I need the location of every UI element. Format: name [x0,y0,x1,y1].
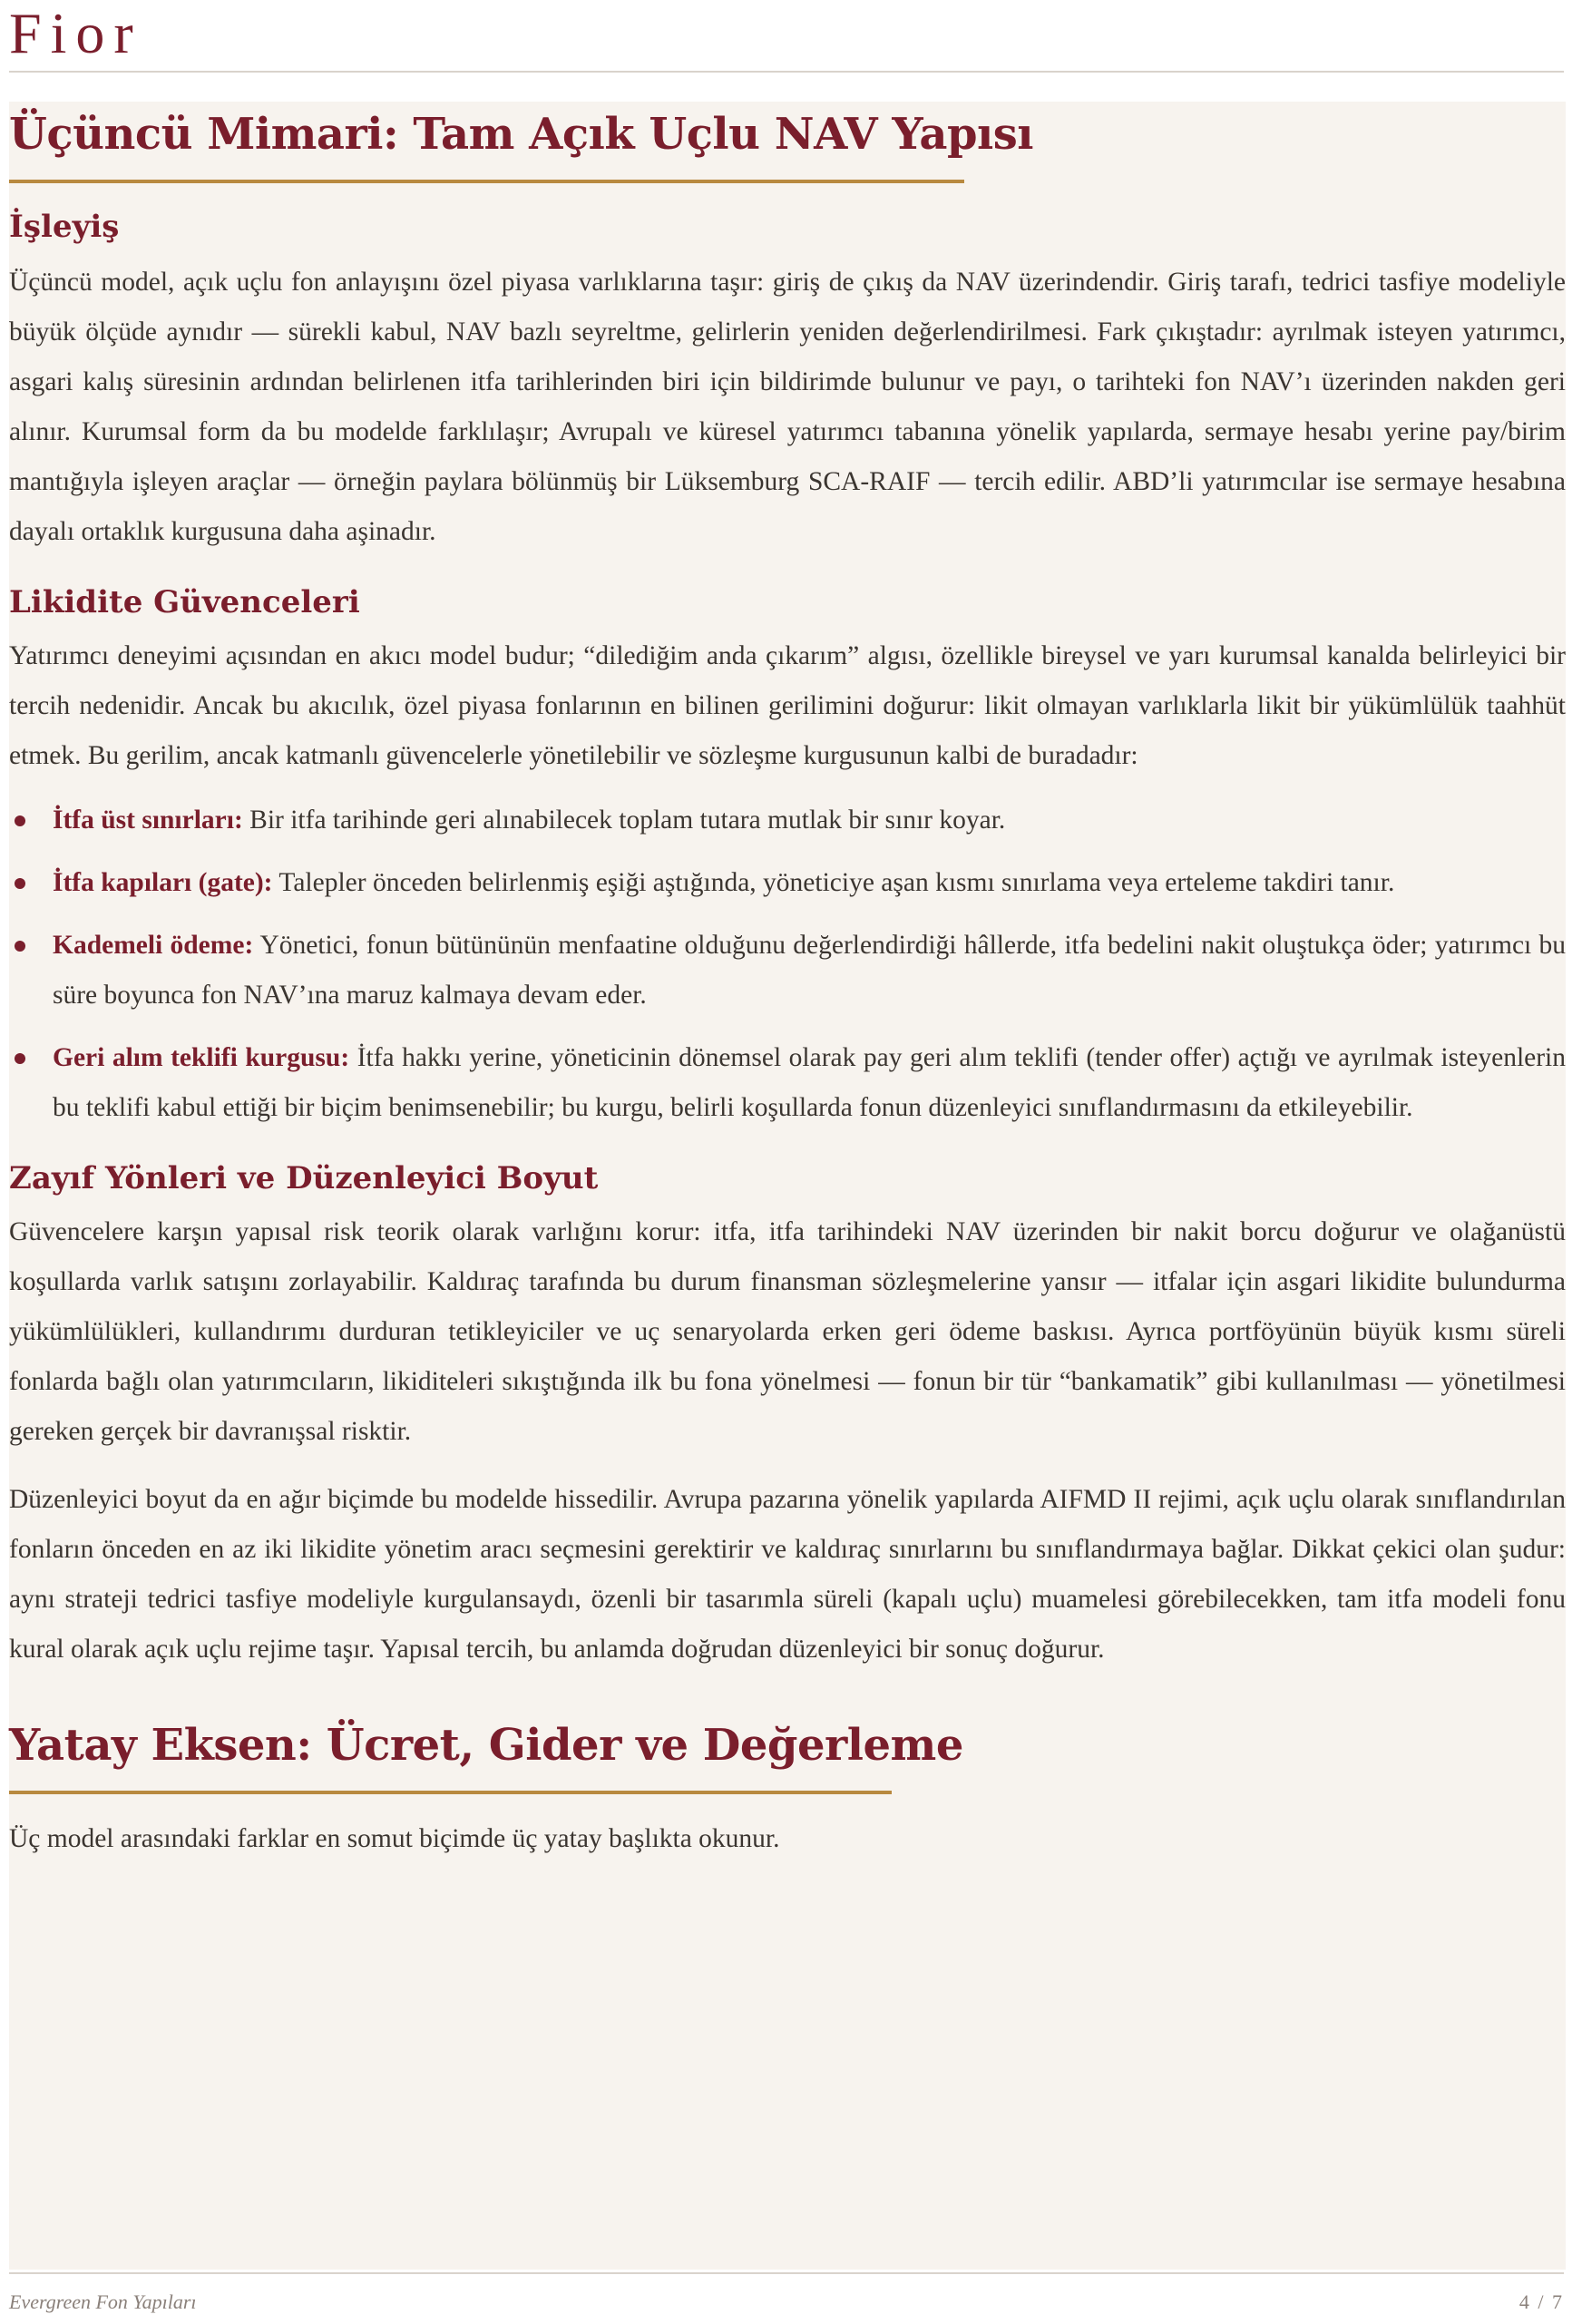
list-item-term: Kademeli ödeme: [53,931,254,960]
list-item-text: Bir itfa tarihinde geri alınabilecek toplam tutara mutlak bir sınır koyar. [249,806,1006,835]
section-title-third-architecture: Üçüncü Mimari: Tam Açık Uçlu NAV Yapısı [9,109,1034,160]
list-item-term: Geri alım teklifi kurgusu: [53,1043,350,1072]
content-area [9,102,1566,2270]
section-title-horizontal-axis: Yatay Eksen: Ücret, Gider ve Değerleme [9,1720,963,1771]
paragraph-likidite: Yatırımcı deneyimi açısından en akıcı model budur; “dilediğim anda çıkarım” algısı, özellikle bireysel ve yarı kurumsal kanalda belirleyici bir tercih nedenidir. Ancak bu akıcılık, özel piyasa fonlarının en bilinen gerilimini doğurur: likit olmayan varlıklarla likit bir yükümlülük taahhüt etmek. Bu gerilim, ancak katmanlı güvencelerle yönetilebilir ve sözleşme kurgusunun kalbi de buradadır: [9,641,1566,770]
heading-zayif-yonler: Zayıf Yönleri ve Düzenleyici Boyut [9,1160,599,1196]
list-item [9,858,1566,908]
bullet-dot-icon [15,941,25,952]
page-header [9,0,1564,73]
paragraph-isleyis: Üçüncü model, açık uçlu fon anlayışını özel piyasa varlıklarına taşır: giriş de çıkış da NAV üzerindendir. Giriş tarafı, tedrici tasfiye modeliyle büyük ölçüde aynıdır — sürekli kabul, NAV bazlı seyreltme, gelirlerin yeniden değerlendirilmesi. Fark çıkıştadır: ayrılmak isteyen yatırımcı, asgari kalış süresinin ardından belirlenen itfa tarihlerinden biri için bildirimde bulunur ve payı, o tarihteki fon NAV’ı üzerinden nakden geri alınır. Kurumsal form da bu modelde farklılaşır; Avrupalı ve küresel yatırımcı tabanına yönelik yapılarda, sermaye hesabı yerine pay/birim mantığıyla işleyen araçlar — örneğin paylara bölünmüş bir Lüksemburg SCA-RAIF — tercih edilir. ABD’li yatırımcılar ise sermaye hesabına dayalı ortaklık kurgusuna daha aşinadır. [9,268,1566,546]
heading-likidite: Likidite Güvenceleri [9,584,360,620]
page-number: 4 / 7 [1519,2290,1564,2313]
list-item-text: Talepler önceden belirlenmiş eşiği aştığında, yöneticiye aşan kısmı sınırlama veya erteleme takdiri tanır. [278,868,1395,897]
list-item [9,796,1566,845]
paragraph-horizontal-axis: Üç model arasındaki farklar en somut biçimde üç yatay başlıkta okunur. [9,1824,780,1853]
list-item [9,921,1566,1020]
page-footer [9,2272,1564,2324]
bullet-dot-icon [15,1053,25,1064]
safeguard-list [9,796,1566,1133]
paragraph-zayif-1: Güvencelere karşın yapısal risk teorik olarak varlığını korur: itfa, itfa tarihindeki NAV üzerinden bir nakit borcu doğurur ve olağanüstü koşullarda varlık satışını zorlayabilir. Kaldıraç tarafında bu durum finansman sözleşmelerine yansır — itfalar için asgari likidite bulundurma yükümlülükleri, kullandırımı durduran tetikleyiciler ve uç senaryolarda erken geri ödeme baskısı. Ayrıca portföyünün büyük kısmı süreli fonlarda bağlı olan yatırımcıların, likiditeleri sıkıştığında ilk bu fona yönelmesi — fonun bir tür “bankamatik” gibi kullanılması — yönetilmesi gereken gerçek bir davranışsal risktir. [9,1217,1566,1446]
list-item-term: İtfa üst sınırları: [53,806,243,835]
content-inner [9,102,1566,1864]
paragraph-zayif-2: Düzenleyici boyut da en ağır biçimde bu modelde hissedilir. Avrupa pazarına yönelik yapılarda AIFMD II rejimi, açık uçlu olarak sınıflandırılan fonların önceden en az iki likidite yönetim aracı seçmesini gerektirir ve kaldıraç sınırlarını bu sınıflandırmaya bağlar. Dikkat çekici olan şudur: aynı strateji tedrici tasfiye modeliyle kurgulansaydı, özenli bir tasarımla süreli (kapalı uçlu) muamelesi görebilecekken, tam itfa modeli fonu kural olarak açık uçlu rejime taşır. Yapısal tercih, bu anlamda doğrudan düzenleyici bir sonuç doğurur. [9,1485,1566,1664]
bullet-dot-icon [15,815,25,826]
footer-document-title: Evergreen Fon Yapıları [9,2290,197,2313]
brand-logo: Fior [9,1,142,65]
list-item-text: Yönetici, fonun bütününün menfaatine olduğunu değerlendirdiği hâllerde, itfa bedelini nakit oluştukça öder; yatırımcı bu süre boyunca fon NAV’ına maruz kalmaya devam eder. [53,931,1567,1010]
list-item-text: İtfa hakkı yerine, yöneticinin dönemsel olarak pay geri alım teklifi (tender offer) açtığı ve ayrılmak isteyenlerin bu teklifi kabul ettiği bir biçim benimsenebilir; bu kurgu, belirli koşullarda fonun düzenleyici sınıflandırmasını da etkileyebilir. [53,1043,1567,1122]
heading-isleyis: İşleyiş [9,209,120,245]
bullet-dot-icon [15,878,25,889]
list-item-term: İtfa kapıları (gate): [53,868,273,897]
list-item [9,1033,1566,1133]
